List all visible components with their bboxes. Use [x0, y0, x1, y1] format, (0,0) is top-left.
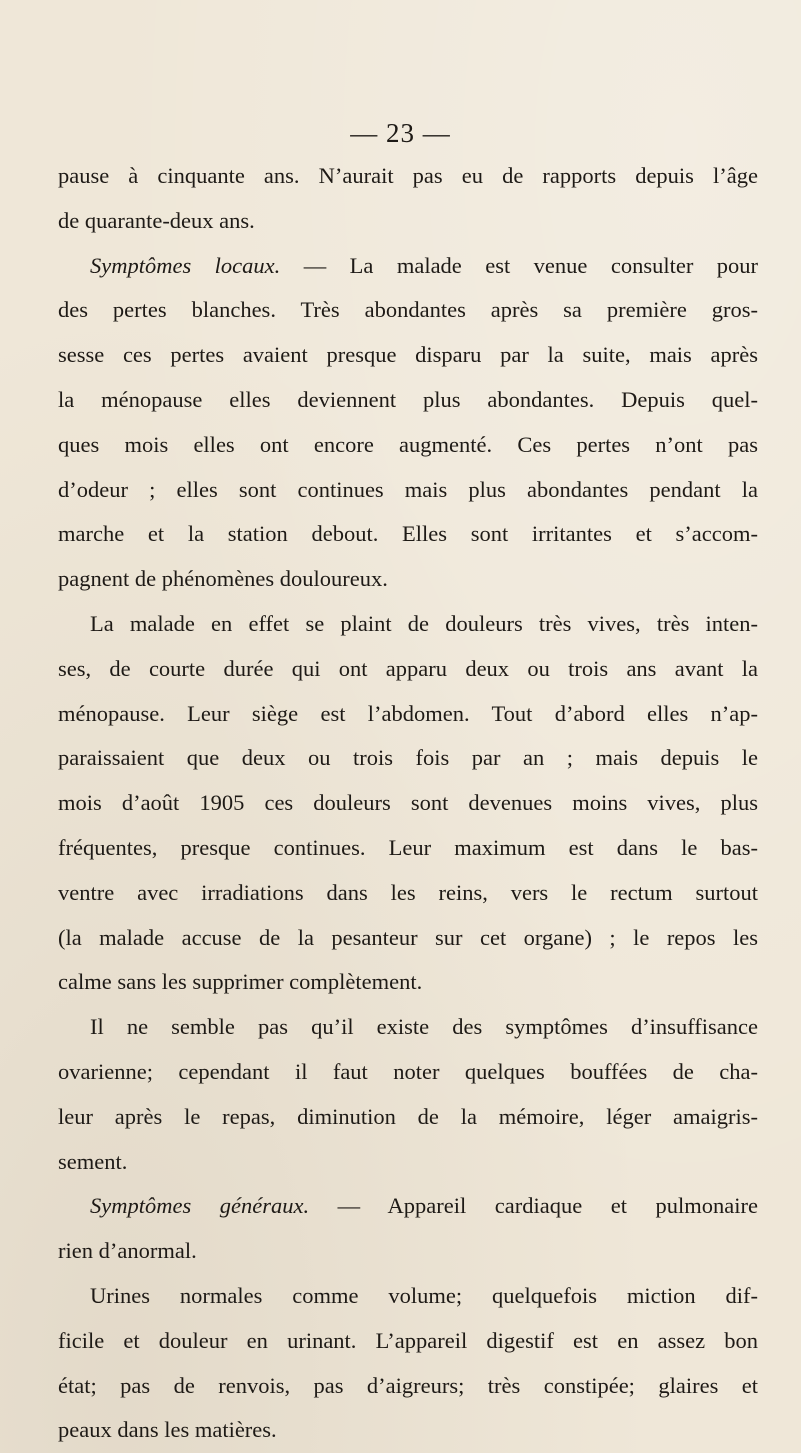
- text-line: [58, 871, 758, 916]
- text-line: [58, 1274, 758, 1319]
- text-line: [58, 602, 758, 647]
- text-line: [58, 1095, 758, 1140]
- line-text: rien d’anormal.: [58, 1238, 197, 1264]
- line-text: pagnent de phénomènes douloureux.: [58, 566, 388, 592]
- line-text: leur après le repas, diminution de la mémoire, léger amaigris-: [58, 1103, 758, 1129]
- line-text: pause à cinquante ans. N’aurait pas eu de rapports depuis l’âge: [58, 163, 758, 188]
- text-line: [58, 1229, 758, 1274]
- text-line: [58, 692, 758, 737]
- text-line: [58, 154, 758, 199]
- line-text: sement.: [58, 1148, 128, 1174]
- text-line: [58, 1319, 758, 1364]
- line-text: calme sans les supprimer complètement.: [58, 969, 423, 995]
- text-line: [58, 199, 758, 244]
- section-heading: Symptômes locaux.: [90, 252, 281, 278]
- line-text: état; pas de renvois, pas d’aigreurs; très constipée; glaires et: [58, 1372, 758, 1398]
- text-line: [58, 1184, 758, 1229]
- text-line: [58, 512, 758, 557]
- text-line: [58, 1408, 758, 1453]
- line-text: ses, de courte durée qui ont apparu deux ou trois ans avant la: [58, 655, 758, 681]
- line-text: sesse ces pertes avaient presque disparu par la suite, mais après: [58, 342, 758, 368]
- text-line: [58, 1364, 758, 1409]
- line-text: Urines normales comme volume; quelquefois miction dif-: [90, 1282, 758, 1308]
- text-line: [58, 1050, 758, 1095]
- line-text: marche et la station debout. Elles sont irritantes et s’accom-: [58, 521, 758, 547]
- line-text: ovarienne; cependant il faut noter quelques bouffées de cha-: [58, 1058, 758, 1084]
- line-text: (la malade accuse de la pesanteur sur cet organe) ; le repos les: [58, 924, 758, 950]
- line-text: paraissaient que deux ou trois fois par an ; mais depuis le: [58, 745, 758, 771]
- line-text: ques mois elles ont encore augmenté. Ces pertes n’ont pas: [58, 431, 758, 457]
- line-text: ventre avec irradiations dans les reins, vers le rectum surtout: [58, 879, 758, 905]
- text-line: [58, 736, 758, 781]
- line-text: — La malade est venue consulter pour: [280, 252, 758, 278]
- text-line: [58, 1140, 758, 1185]
- text-line: [58, 557, 758, 602]
- text-line: [58, 647, 758, 692]
- text-line: [58, 423, 758, 468]
- line-text: mois d’août 1905 ces douleurs sont devenues moins vives, plus: [58, 790, 758, 816]
- text-line: [58, 333, 758, 378]
- page-number: — 23 —: [350, 118, 451, 148]
- body-text: [58, 154, 758, 1453]
- line-text: ménopause. Leur siège est l’abdomen. Tout d’abord elles n’ap-: [58, 700, 758, 726]
- line-text: Il ne semble pas qu’il existe des symptômes d’insuffisance: [90, 1014, 758, 1040]
- text-line: [58, 378, 758, 423]
- text-line: [58, 244, 758, 289]
- line-text: des pertes blanches. Très abondantes après sa première gros-: [58, 297, 758, 323]
- text-line: [58, 1005, 758, 1050]
- line-text: d’odeur ; elles sont continues mais plus abondantes pendant la: [58, 476, 758, 502]
- line-text: de quarante-deux ans.: [58, 207, 255, 233]
- section-heading: Symptômes généraux.: [90, 1193, 310, 1219]
- line-text: ficile et douleur en urinant. L’appareil digestif est en assez bon: [58, 1327, 758, 1353]
- text-line: [58, 288, 758, 333]
- text-line: [58, 468, 758, 513]
- line-text: La malade en effet se plaint de douleurs très vives, très inten-: [90, 610, 758, 636]
- text-line: [58, 781, 758, 826]
- line-text: fréquentes, presque continues. Leur maximum est dans le bas-: [58, 834, 758, 860]
- text-line: [58, 960, 758, 1005]
- line-text: — Appareil cardiaque et pulmonaire: [309, 1193, 758, 1219]
- text-line: [58, 826, 758, 871]
- line-text: la ménopause elles deviennent plus abondantes. Depuis quel-: [58, 386, 758, 412]
- text-line: [58, 916, 758, 961]
- line-text: peaux dans les matières.: [58, 1417, 277, 1443]
